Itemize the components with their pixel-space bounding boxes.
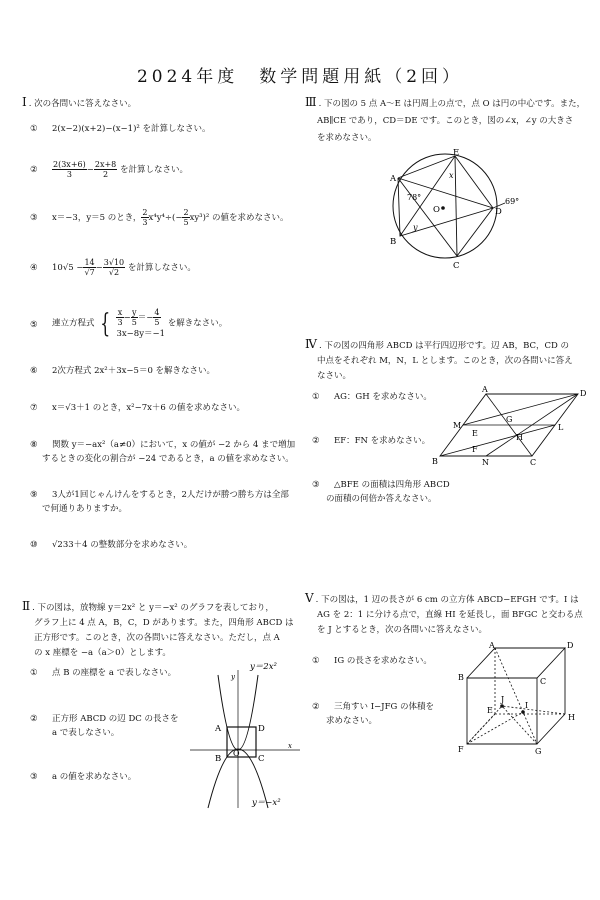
center-point — [441, 206, 445, 210]
section-1-numeral: Ⅰ — [22, 95, 27, 109]
point-c-label: C — [530, 458, 537, 467]
question-number: ② — [30, 165, 38, 175]
question-2-2: ② 正方形 ABCD の辺 DC の長さを a で表しなさい。 — [30, 714, 179, 738]
point-d-label: D — [580, 389, 587, 398]
point-a-label: A — [215, 724, 222, 734]
circle — [393, 154, 497, 258]
section-5-header: Ⅴ . 下の図は，1 辺の長さが 6 cm の立方体 ABCD−EFGH です。I は AG を 2：1 に分ける点で，直線 HI を延長し，面 BFGC と交わる点 を J とするとき，次の各問いに答えなさい。 — [305, 591, 583, 635]
point-j — [500, 704, 504, 708]
fraction: $\frac{2}{5}$ — [183, 208, 189, 227]
question-number: ① — [30, 124, 38, 134]
page-title: 2024年度 数学問題用紙（2回） — [136, 67, 464, 87]
point-b-label: B — [432, 457, 438, 466]
angle-x-label: x — [449, 171, 454, 180]
point-n-label: N — [482, 458, 489, 467]
question-1-9: ⑨ 3人が1回じゃんけんをするとき，2人だけが勝つ勝ち方は全部 で何通りありますか。 — [30, 490, 289, 514]
point-h-label: H — [568, 713, 575, 722]
x-axis-label: x — [288, 742, 292, 750]
question-number: ③ — [312, 480, 320, 490]
section-1-header — [22, 96, 136, 110]
circle-figure — [385, 148, 525, 273]
angle-69-label: 69° — [505, 197, 520, 206]
question-number: ③ — [30, 213, 38, 223]
point-b-label: B — [458, 673, 464, 682]
question-number: ② — [312, 436, 320, 446]
point-d-label: D — [258, 724, 265, 734]
section-5-numeral: Ⅴ — [305, 591, 314, 605]
point-f-label: F — [458, 745, 464, 754]
curve-label-lower: y＝−x² — [252, 798, 281, 808]
point-d-label: D — [567, 641, 574, 650]
fraction: $\frac{3√10}{√2}$ — [103, 258, 125, 277]
point-g-label: G — [506, 415, 513, 424]
question-number: ① — [312, 656, 320, 666]
question-number: ② — [30, 714, 38, 724]
question-1-10: ⑩ √233＋4 の整数部分を求めなさい。 — [30, 540, 193, 550]
section-1-instruction: . 次の各問いに答えなさい。 — [28, 99, 137, 109]
fraction: $\frac{2(3x+6)}{3}$ — [53, 160, 86, 179]
point-g-label: G — [535, 747, 542, 756]
question-number: ① — [30, 668, 38, 678]
question-1-8: ⑧ 関数 y＝−ax²（a≠0）において，x の値が −2 から 4 まで増加 するときの変化の割合が −24 であるとき，a の値を求めなさい。 — [30, 440, 296, 464]
section-3-header: Ⅲ . 下の図の 5 点 A〜E は円周上の点で，点 O は円の中心です。また， AB∥CE であり，CD＝DE です。このとき，図の∠x，∠y の大きさ を求めなさい。 — [305, 95, 586, 143]
question-number: ① — [312, 392, 320, 402]
question-number: ⑦ — [30, 403, 38, 413]
parabola-figure — [190, 655, 305, 810]
curve-label-upper: y＝2x² — [250, 662, 277, 672]
point-c-label: C — [258, 754, 265, 764]
question-2-3: ③ a の値を求めなさい。 — [30, 772, 137, 782]
question-number: ② — [312, 702, 320, 712]
fraction: $\frac{2}{3}$ — [142, 208, 148, 227]
question-1-6: ⑥ 2次方程式 2x²＋3x−5＝0 を解きなさい。 — [30, 366, 216, 376]
equation-system: $\frac{x}{3}$ − $\frac{y}{5}$ ＝− $\frac{4}{5}$ 3x−8y＝−1 — [116, 308, 166, 339]
question-1-2: ② $\frac{2(3x+6)}{3}$ − $\frac{2x+8}{2}$ を計算しなさい。 — [30, 160, 188, 179]
point-i-label: I — [525, 701, 529, 710]
question-1-4: ④ 10√5 − $\frac{14}{√7}$ − $\frac{3√10}{√2}$ を計算しなさい。 — [30, 258, 196, 277]
fraction: $\frac{2x+8}{2}$ — [94, 160, 117, 179]
question-1-3: ③ x＝−3，y＝5 のとき， $\frac{2}{3}$ x⁴y⁴÷(− $\frac{2}{5}$ xy³)² の値を求めなさい。 — [30, 208, 289, 227]
question-2-1: ① 点 B の座標を a で表しなさい。 — [30, 668, 177, 678]
center-label: O — [433, 205, 440, 215]
section-4-numeral: Ⅳ — [305, 337, 317, 351]
question-5-2: ② 三角すい I−JFG の体積を 求めなさい。 — [312, 702, 434, 726]
cube-figure — [455, 640, 580, 758]
question-number: ⑤ — [30, 319, 38, 330]
point-i — [521, 710, 525, 714]
question-number: ④ — [30, 263, 38, 273]
question-number: ⑧ — [30, 440, 38, 450]
section-2-numeral: Ⅱ — [22, 599, 31, 613]
question-number: ⑩ — [30, 540, 38, 550]
question-5-1: ① IG の長さを求めなさい。 — [312, 656, 432, 666]
instruction: を計算しなさい。 — [142, 124, 211, 134]
question-1-5: ⑤ 連立方程式 { $\frac{x}{3}$ − $\frac{y}{5}$ ＝− $\frac{4}{5}$ 3x−8y＝−1 を解きなさい。 — [30, 308, 228, 339]
angle-78-label: 78° — [407, 193, 422, 202]
point-f-label: F — [472, 445, 478, 454]
point-d-label: D — [495, 207, 502, 217]
question-number: ③ — [30, 772, 38, 782]
point-a-label: A — [482, 386, 488, 394]
section-4-header: Ⅳ . 下の図の四角形 ABCD は平行四辺形です。辺 AB，BC，CD の 中点をそれぞれ M，N，L とします。このとき，次の各問いに答え なさい。 — [305, 337, 573, 381]
expression: 2(x−2)(x+2)−(x−1)² — [52, 124, 140, 134]
point-e-label: E — [472, 429, 478, 438]
fraction: $\frac{14}{√7}$ — [84, 258, 95, 277]
question-4-2: ② EF：FN を求めなさい。 — [312, 436, 431, 446]
point-h-label: H — [516, 433, 523, 442]
question-number: ⑥ — [30, 366, 38, 376]
point-e-label: E — [487, 706, 493, 715]
point-j-label: J — [501, 695, 505, 704]
angle-y-label: y — [413, 223, 418, 232]
instruction: を解きなさい。 — [167, 318, 228, 329]
point-c-label: C — [540, 677, 547, 686]
point-a-label: A — [390, 174, 397, 184]
point-a-label: A — [489, 641, 495, 650]
point-e-label: E — [453, 148, 460, 158]
instruction: を計算しなさい。 — [119, 165, 188, 175]
point-b-label: B — [390, 237, 397, 247]
point-c-label: C — [453, 261, 460, 271]
parallelogram-figure — [430, 386, 590, 468]
question-4-3: ③ △BFE の面積は四角形 ABCD の面積の何倍か答えなさい。 — [312, 480, 450, 504]
point-l-label: L — [558, 423, 564, 432]
section-2-header: Ⅱ . 下の図は，放物線 y＝2x² と y＝−x² のグラフを表しており， グラフ上に 4 点 A，B，C，D があります。また，四角形 ABCD は 正方形です。このとき，次の各問いに答えなさい。ただし，点 A の x 座標を −a（a＞0）とします。 — [22, 599, 294, 658]
question-number: ⑨ — [30, 490, 38, 500]
y-axis-label: y — [231, 673, 235, 681]
point-m-label: M — [453, 421, 462, 430]
origin-label: O — [233, 749, 240, 758]
instruction: を計算しなさい。 — [127, 263, 196, 273]
section-3-numeral: Ⅲ — [305, 95, 317, 109]
question-1-7: ⑦ x＝√3＋1 のとき，x²−7x＋6 の値を求めなさい。 — [30, 403, 246, 413]
question-1-1 — [30, 124, 211, 135]
point-b-label: B — [215, 754, 222, 764]
instruction: の値を求めなさい。 — [212, 213, 289, 223]
question-4-1: ① AG：GH を求めなさい。 — [312, 392, 432, 402]
